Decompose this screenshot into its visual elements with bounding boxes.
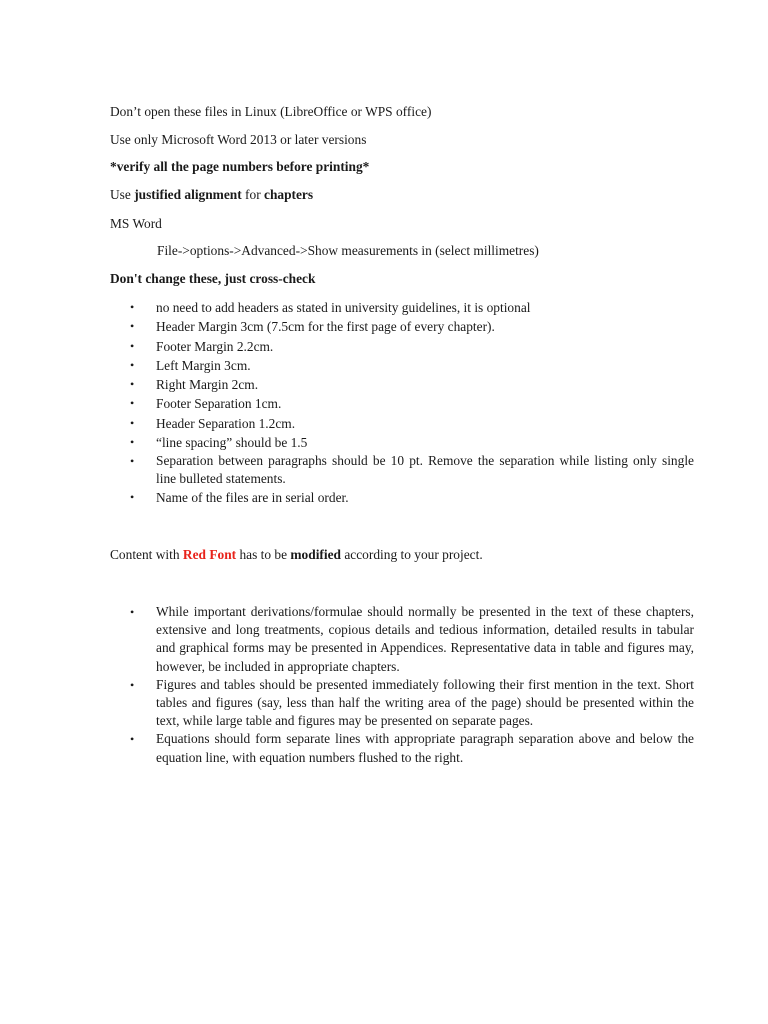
red-font-instruction-pre: Content with [110,547,183,562]
measurement-setting-path: File->options->Advanced->Show measurements in (select millimetres) [157,243,539,258]
list-item: • “line spacing” should be 1.5 [0,433,694,452]
red-font-instruction [110,547,483,563]
bullet-icon: • [130,300,135,314]
list-item: • Footer Separation 1cm. [0,394,694,413]
bullet-icon: • [130,454,135,469]
bullet-icon: • [130,415,135,430]
list-item: • Left Margin 3cm. [0,356,694,375]
list-item: • no need to add headers as stated in university guidelines, it is optional [0,298,694,317]
list-item: • Right Margin 2cm. [0,375,694,394]
bullet-icon: • [130,490,135,505]
list-item: • Header Margin 3cm (7.5cm for the first page of every chapter). [0,317,694,336]
bullet-icon: • [130,319,135,334]
list-item: • Separation between paragraphs should be 10 pt. Remove the separation while listing only single line bulleted statements. [130,453,694,487]
list-item: • Equations should form separate lines with appropriate paragraph separation above and below the equation line, with equation numbers flushed to the right. [130,731,694,765]
bullet-icon: • [130,435,135,450]
bullet-icon: • [130,732,135,747]
red-font-label: Red Font [182,547,237,562]
list-item: • Header Separation 1.2cm. [0,414,694,433]
bullet-icon: • [130,605,135,619]
cross-check-heading: Don't change these, just cross-check [110,271,316,286]
verify-page-numbers-note: *verify all the page numbers before printing* [110,159,370,174]
bullet-icon: • [130,396,135,411]
linux-warning: Don’t open these files in Linux (LibreOffice or WPS office) [110,104,432,119]
margin-settings-list [0,298,768,508]
list-item: • Footer Margin 2.2cm. [0,337,694,356]
alignment-note-mid: for [241,187,264,202]
list-item: • Name of the files are in serial order. [0,488,694,507]
bullet-icon: • [130,338,135,353]
content-guidelines-list [0,603,768,767]
red-font-instruction-post: according to your project. [341,547,483,562]
alignment-note-chapters: chapters [264,187,314,202]
alignment-note-justified: justified alignment [134,187,242,202]
alignment-note [110,187,313,203]
bullet-icon: • [130,357,135,372]
modified-label: modified [290,547,341,562]
list-item: • Figures and tables should be presented immediately following their first mention in the text. Short tables and figures (say, less than half the writing area of the page) should be presented within the text, while large table and figures may be presented on separate pages. [130,676,694,729]
bullet-icon: • [130,377,135,392]
red-font-instruction-mid: has to be [236,547,291,562]
ms-word-heading: MS Word [110,216,162,231]
bullet-icon: • [130,677,135,692]
alignment-note-pre: Use [110,187,135,202]
list-item: • While important derivations/formulae should normally be presented in the text of these chapters, extensive and long treatments, copious details and tedious information, detailed results in tabular and graphical forms may be presented in Appendices. Representative data in table and figures may, however, be included in appropriate chapters. [130,604,694,674]
word-version-note: Use only Microsoft Word 2013 or later versions [110,132,367,147]
